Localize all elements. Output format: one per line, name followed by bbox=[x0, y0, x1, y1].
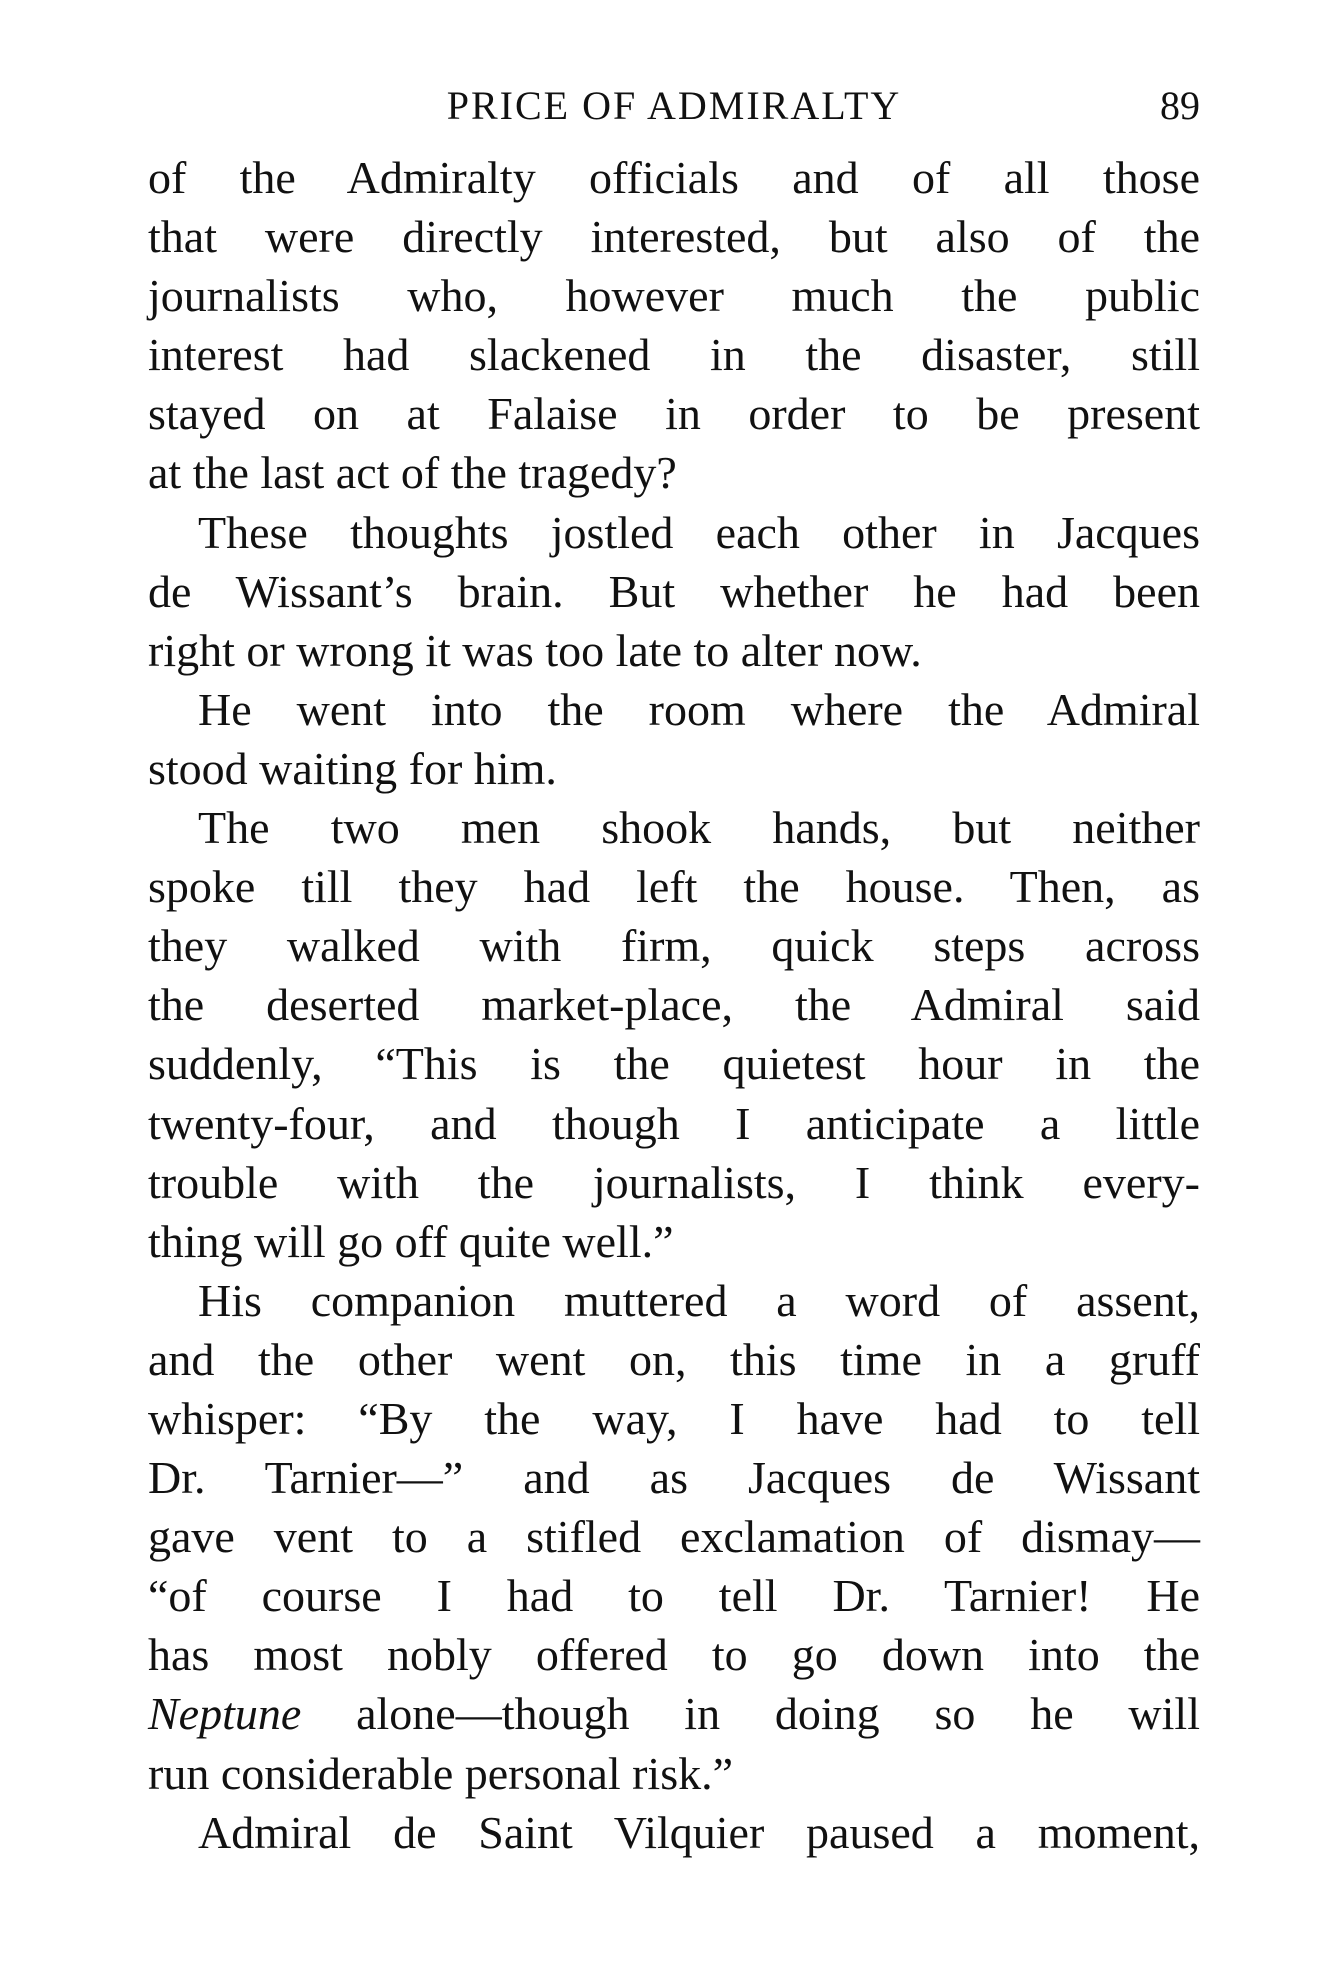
text-line: they walked with firm, quick steps across bbox=[148, 920, 1200, 972]
paragraph bbox=[148, 1271, 1200, 1803]
paragraph bbox=[148, 798, 1200, 1271]
text-line: and the other went on, this time in a gruff bbox=[148, 1333, 1200, 1385]
text-line: thing will go off quite well.” bbox=[148, 1215, 674, 1267]
text-line: These thoughts jostled each other in Jacques bbox=[198, 506, 1200, 558]
running-head bbox=[148, 78, 1200, 134]
text-line: Admiral de Saint Vilquier paused a moment, bbox=[198, 1806, 1200, 1858]
paragraph bbox=[148, 680, 1200, 798]
page-number: 89 bbox=[1160, 83, 1200, 128]
text-line: interest had slackened in the disaster, still bbox=[148, 329, 1200, 381]
text-line: has most nobly offered to go down into the bbox=[148, 1629, 1200, 1681]
body-text bbox=[148, 148, 1200, 1862]
text-line: de Wissant’s brain. But whether he had been bbox=[148, 565, 1200, 617]
text-line: His companion muttered a word of assent, bbox=[198, 1274, 1200, 1326]
text-line: suddenly, “This is the quietest hour in the bbox=[148, 1038, 1200, 1090]
text-line: stood waiting for him. bbox=[148, 742, 557, 794]
text-line: right or wrong it was too late to alter now. bbox=[148, 624, 922, 676]
text-line: “of course I had to tell Dr. Tarnier! He bbox=[148, 1570, 1200, 1622]
ship-name-italic: Neptune bbox=[148, 1688, 302, 1740]
paragraph bbox=[148, 1803, 1200, 1862]
text-line: twenty-four, and though I anticipate a little bbox=[148, 1097, 1200, 1149]
text-line: at the last act of the tragedy? bbox=[148, 447, 677, 499]
text-line: the deserted market-place, the Admiral said bbox=[148, 979, 1200, 1031]
text-line: journalists who, however much the public bbox=[148, 270, 1200, 322]
running-title: PRICE OF ADMIRALTY bbox=[446, 83, 902, 128]
text-line: trouble with the journalists, I think every- bbox=[148, 1156, 1200, 1208]
text-line: Dr. Tarnier—” and as Jacques de Wissant bbox=[148, 1452, 1200, 1504]
text-line: run considerable personal risk.” bbox=[148, 1747, 734, 1799]
text-segment: alone—though in doing so he will bbox=[301, 1688, 1200, 1740]
text-line: spoke till they had left the house. Then, as bbox=[148, 861, 1200, 913]
paragraph bbox=[148, 503, 1200, 680]
text-line: that were directly interested, but also of the bbox=[148, 211, 1200, 263]
text-line bbox=[148, 1684, 1200, 1743]
text-line: gave vent to a stifled exclamation of dismay— bbox=[148, 1511, 1200, 1563]
paragraph bbox=[148, 148, 1200, 503]
text-line: stayed on at Falaise in order to be present bbox=[148, 388, 1200, 440]
text-line: He went into the room where the Admiral bbox=[198, 683, 1200, 735]
text-line: of the Admiralty officials and of all those bbox=[148, 152, 1200, 203]
text-line: whisper: “By the way, I have had to tell bbox=[148, 1392, 1200, 1444]
text-line: The two men shook hands, but neither bbox=[198, 802, 1200, 854]
